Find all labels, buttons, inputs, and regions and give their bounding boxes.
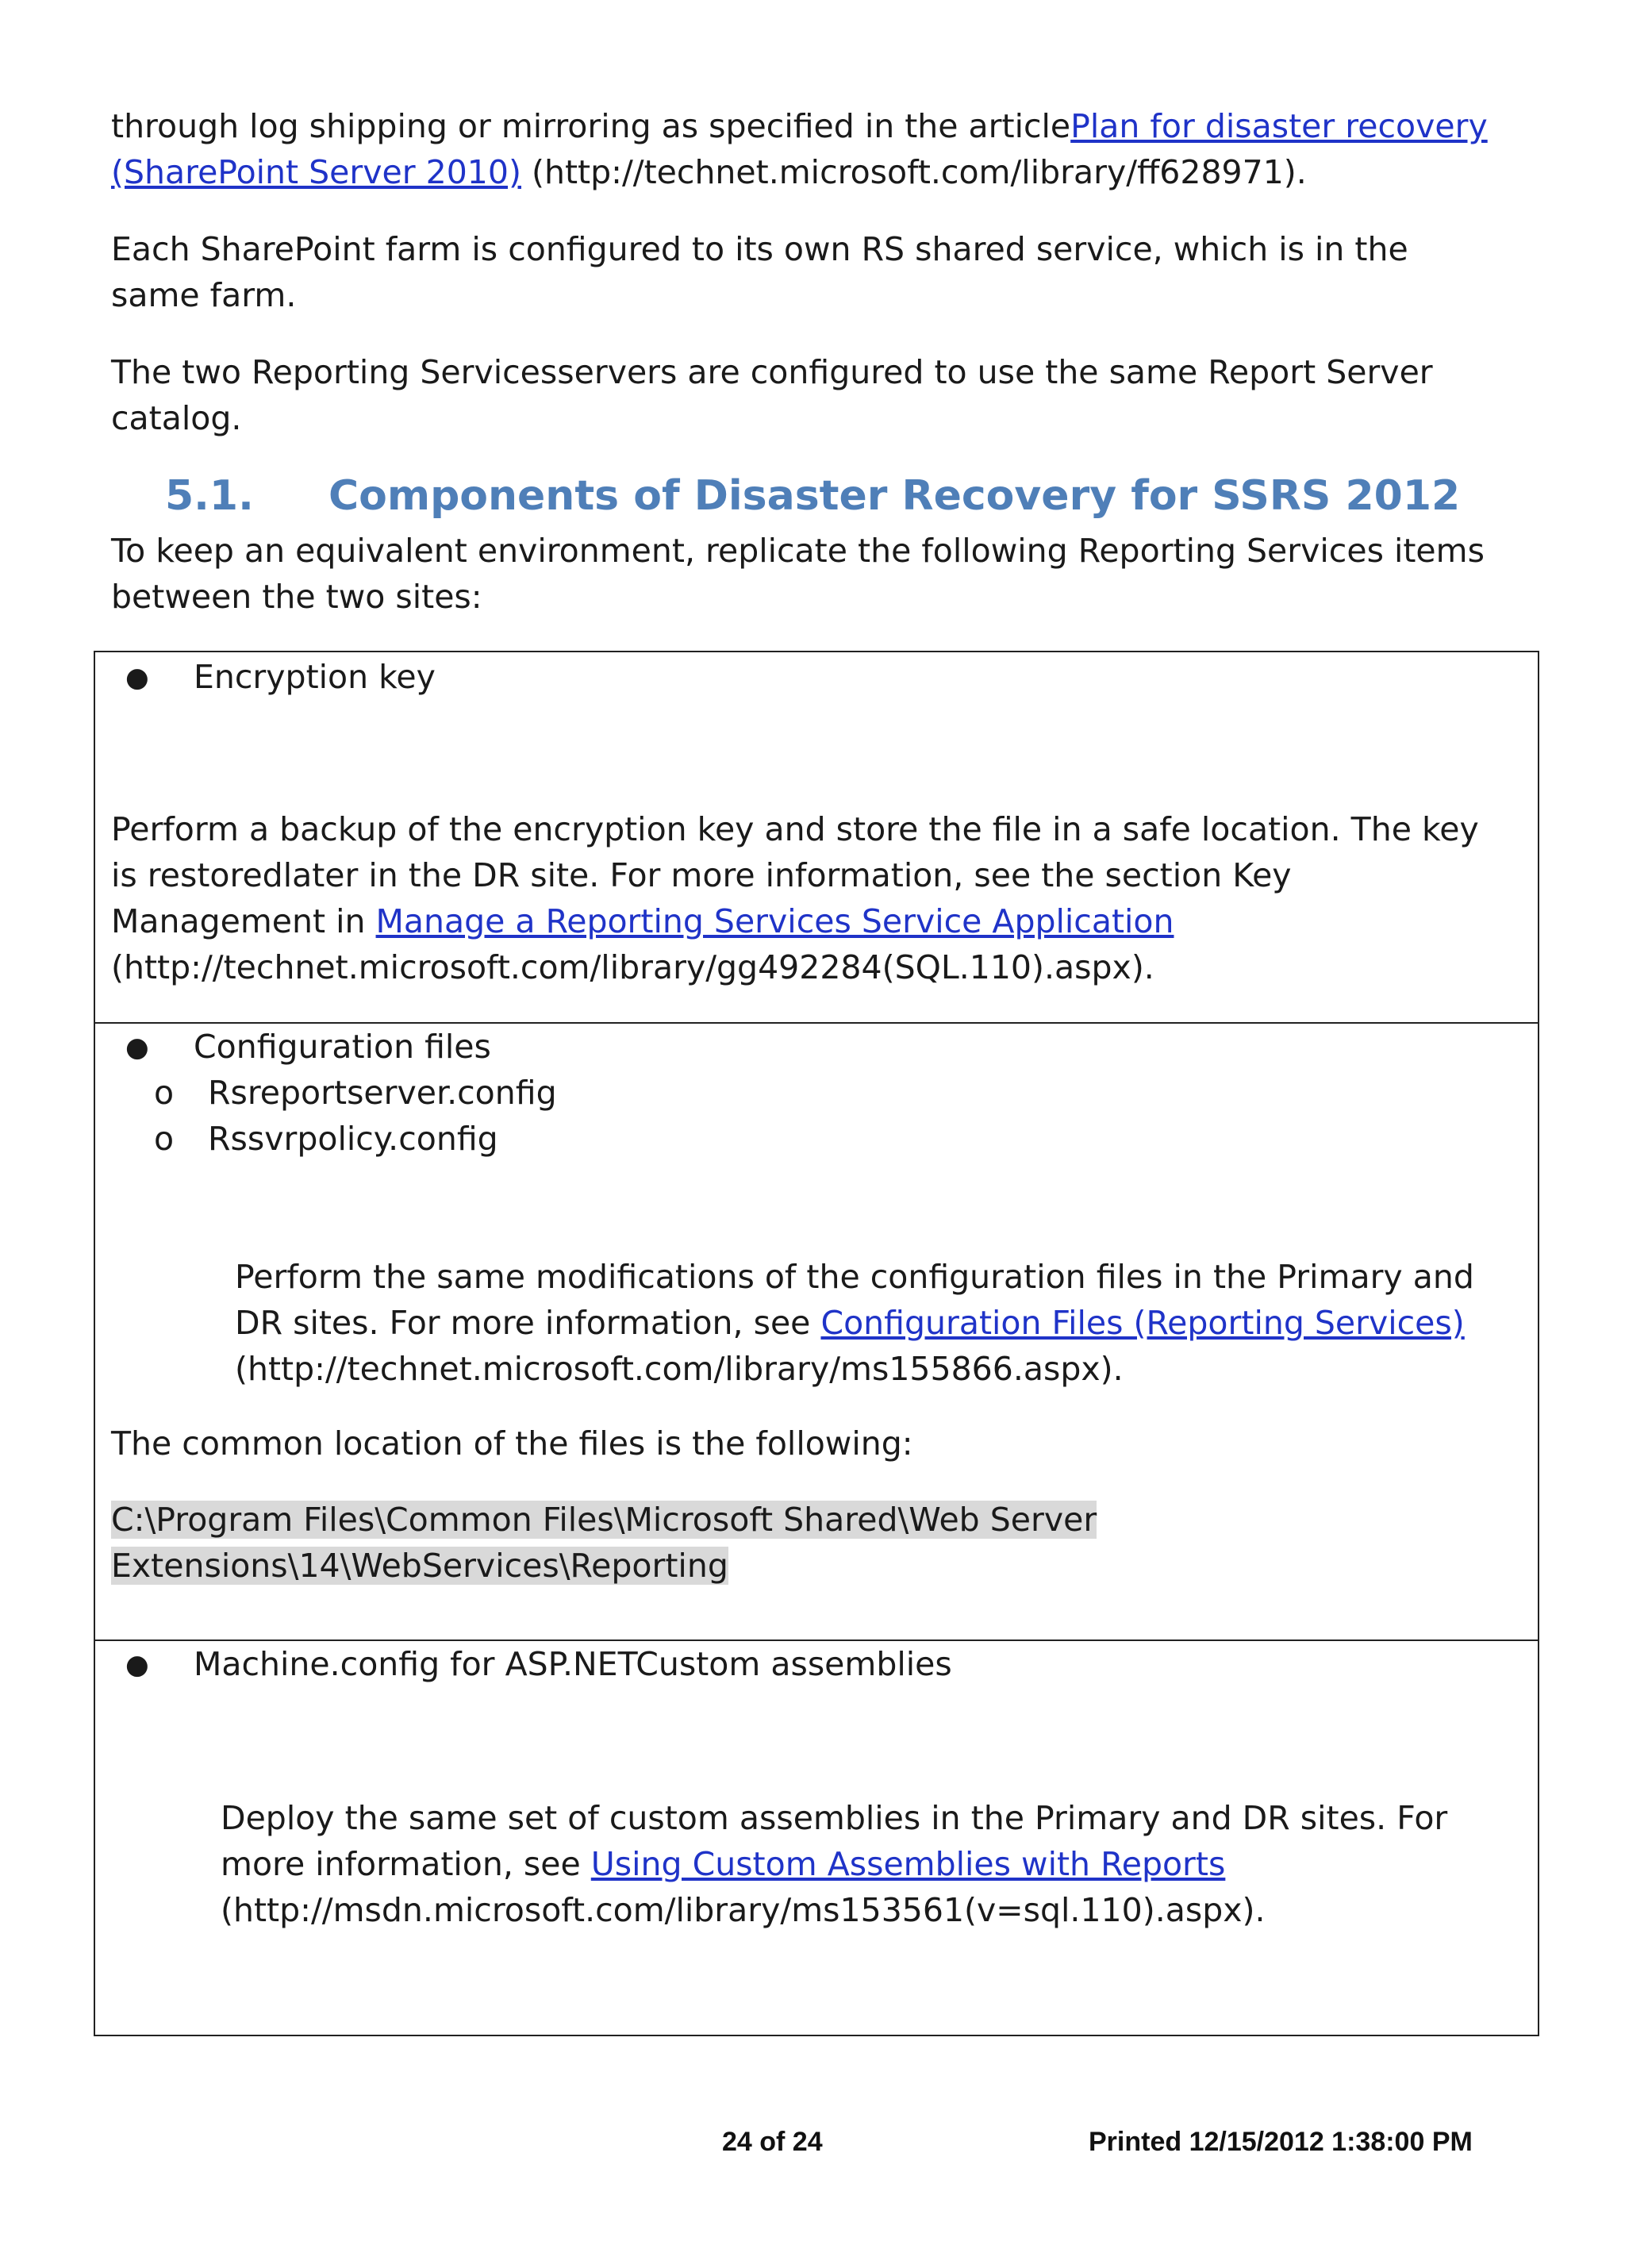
row3-line-3: (http://msdn.microsoft.com/library/ms153561(v=sql.110).aspx). (221, 1891, 1266, 1929)
intro-paragraph-2-text: Each SharePoint farm is configured to its own RS shared service, which is in the same farm. (111, 230, 1408, 314)
row2-location-label-text: The common location of the files is the following: (111, 1424, 913, 1463)
page-number: 24 of 24 (722, 2127, 823, 2157)
section-title: Components of Disaster Recovery for SSRS 2012 (328, 472, 1461, 520)
configuration-files-link[interactable]: Configuration Files (Reporting Services) (820, 1304, 1465, 1342)
bullet-icon: ● (125, 662, 149, 694)
plan-disaster-recovery-link[interactable]: Plan for disaster recovery (1070, 107, 1488, 145)
row2-line-1: Perform the same modifications of the configuration files in the Primary and (235, 1258, 1474, 1296)
row1-bullet-label: Encryption key (194, 658, 436, 696)
row2-sub-item-1: Rsreportserver.config (208, 1074, 557, 1112)
bullet-icon: ● (125, 1032, 149, 1063)
row3-line-1: Deploy the same set of custom assemblies in the Primary and DR sites. For (221, 1799, 1448, 1837)
row1-line-1: Perform a backup of the encryption key and store the file in a safe location. The key (111, 810, 1479, 848)
intro-paragraph-1 (111, 103, 1539, 195)
intro-paragraph-2 (111, 226, 1492, 318)
list-item (125, 654, 436, 701)
row1-line-2: is restoredlater in the DR site. For more information, see the section Key (111, 856, 1292, 894)
custom-assemblies-link[interactable]: Using Custom Assemblies with Reports (590, 1845, 1226, 1883)
plan-disaster-recovery-link-cont[interactable]: (SharePoint Server 2010) (111, 153, 521, 191)
list-item (154, 1070, 557, 1116)
row1-body (111, 806, 1523, 990)
circle-bullet-icon: o (154, 1074, 175, 1112)
list-item (125, 1641, 952, 1688)
circle-bullet-icon: o (154, 1120, 175, 1158)
file-path-line-1: C:\Program Files\Common Files\Microsoft Shared\Web Server (111, 1501, 1097, 1539)
file-path-line-2: Extensions\14\WebServices\Reporting (111, 1547, 728, 1585)
table-row-encryption-key (95, 652, 1538, 1022)
table-row-custom-assemblies (95, 1641, 1538, 2036)
row2-bullet-label: Configuration files (194, 1028, 491, 1066)
section-number: 5.1. (165, 472, 254, 520)
list-item (125, 1024, 491, 1071)
row3-line-2-prefix: more information, see (221, 1845, 591, 1883)
intro-paragraph-3 (111, 349, 1508, 441)
section-heading (165, 468, 1460, 524)
table-row-configuration-files (95, 1024, 1538, 1639)
section-lead (111, 528, 1547, 620)
row2-body (235, 1254, 1520, 1392)
intro-paragraph-3-text: The two Reporting Servicesservers are configured to use the same Report Server catalog. (111, 353, 1433, 437)
intro-text-suffix: (http://technet.microsoft.com/library/ff628971). (521, 153, 1307, 191)
components-table (94, 651, 1539, 2036)
row1-line-4: (http://technet.microsoft.com/library/gg492284(SQL.110).aspx). (111, 948, 1154, 986)
row3-bullet-label: Machine.config for ASP.NETCustom assemblies (194, 1645, 952, 1683)
printed-timestamp: Printed 12/15/2012 1:38:00 PM (1089, 2127, 1473, 2157)
row2-line-3: (http://technet.microsoft.com/library/ms155866.aspx). (235, 1350, 1124, 1388)
row2-sub-item-2: Rssvrpolicy.config (208, 1120, 498, 1158)
bullet-icon: ● (125, 1649, 149, 1681)
row1-line-3-prefix: Management in (111, 902, 376, 940)
row2-location-label (111, 1420, 1523, 1467)
list-item (154, 1116, 498, 1162)
file-path (111, 1497, 1523, 1589)
section-lead-text: To keep an equivalent environment, replicate the following Reporting Services items between the two sites: (111, 532, 1485, 616)
row2-line-2-prefix: DR sites. For more information, see (235, 1304, 821, 1342)
row3-body (221, 1795, 1522, 1933)
intro-text-prefix: through log shipping or mirroring as specified in the article (111, 107, 1071, 145)
manage-reporting-services-link[interactable]: Manage a Reporting Services Service Application (375, 902, 1174, 940)
